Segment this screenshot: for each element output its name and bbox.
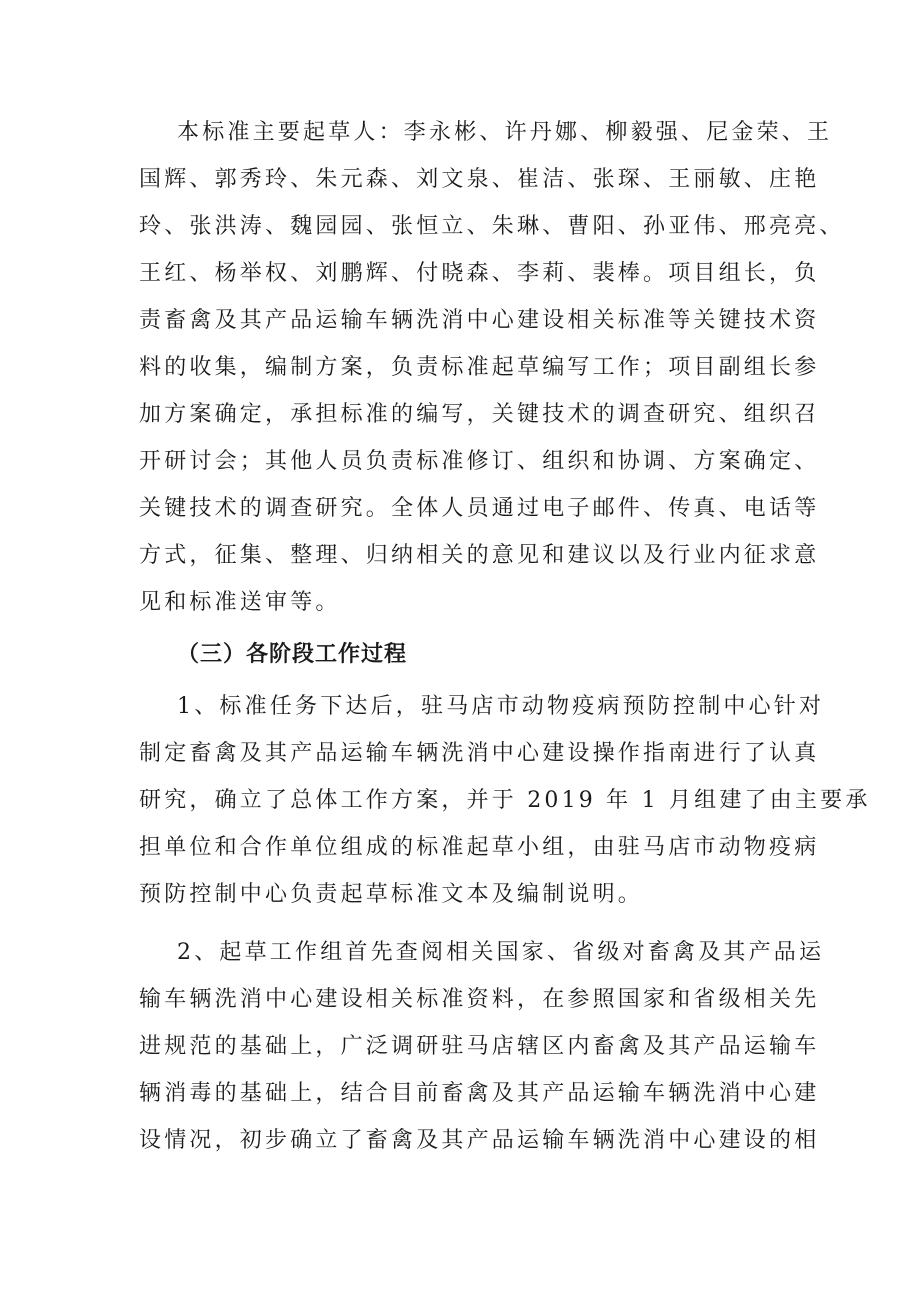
text-line: 责畜禽及其产品运输车辆洗消中心建设相关标准等关键技术资 xyxy=(139,308,820,333)
text-line: 王红、杨举权、刘鹏辉、付晓森、李莉、裴棒。项目组长，负 xyxy=(139,261,820,286)
text-line: 料的收集，编制方案，负责标准起草编写工作；项目副组长参 xyxy=(139,355,820,380)
text-line: 关键技术的调查研究。全体人员通过电子邮件、传真、电话等 xyxy=(139,496,820,521)
text-line: 国辉、郭秀玲、朱元森、刘文泉、崔洁、张琛、王丽敏、庄艳 xyxy=(139,167,820,192)
text-line: 1、标准任务下达后，驻马店市动物疫病预防控制中心针对 xyxy=(177,694,825,719)
text-line: 方式，征集、整理、归纳相关的意见和建议以及行业内征求意 xyxy=(139,543,820,568)
text-line: 见和标准送审等。 xyxy=(139,590,341,615)
text-line: 研究，确立了总体工作方案，并于 2019 年 1 月组建了由主要承 xyxy=(139,788,871,813)
text-line: 进规范的基础上，广泛调研驻马店辖区内畜禽及其产品运输车 xyxy=(139,1034,820,1059)
text-line: 辆消毒的基础上，结合目前畜禽及其产品运输车辆洗消中心建 xyxy=(139,1081,820,1106)
text-line: 本标准主要起草人：李永彬、许丹娜、柳毅强、尼金荣、王 xyxy=(177,120,833,145)
text-line: 设情况，初步确立了畜禽及其产品运输车辆洗消中心建设的相 xyxy=(139,1128,820,1153)
text-line: 开研讨会；其他人员负责标准修订、组织和协调、方案确定、 xyxy=(139,449,820,474)
text-line: 加方案确定，承担标准的编写，关键技术的调查研究、组织召 xyxy=(139,402,820,427)
text-line: 玲、张洪涛、魏园园、张恒立、朱琳、曹阳、孙亚伟、邢亮亮、 xyxy=(139,214,845,239)
section-heading: （三）各阶段工作过程 xyxy=(177,642,408,667)
text-line: 制定畜禽及其产品运输车辆洗消中心建设操作指南进行了认真 xyxy=(139,741,820,766)
text-line: 输车辆洗消中心建设相关标准资料，在参照国家和省级相关先 xyxy=(139,987,820,1012)
text-line: 担单位和合作单位组成的标准起草小组，由驻马店市动物疫病 xyxy=(139,835,820,860)
text-line: 预防控制中心负责起草标准文本及编制说明。 xyxy=(139,882,644,907)
text-line: 2、起草工作组首先查阅相关国家、省级对畜禽及其产品运 xyxy=(177,940,825,965)
